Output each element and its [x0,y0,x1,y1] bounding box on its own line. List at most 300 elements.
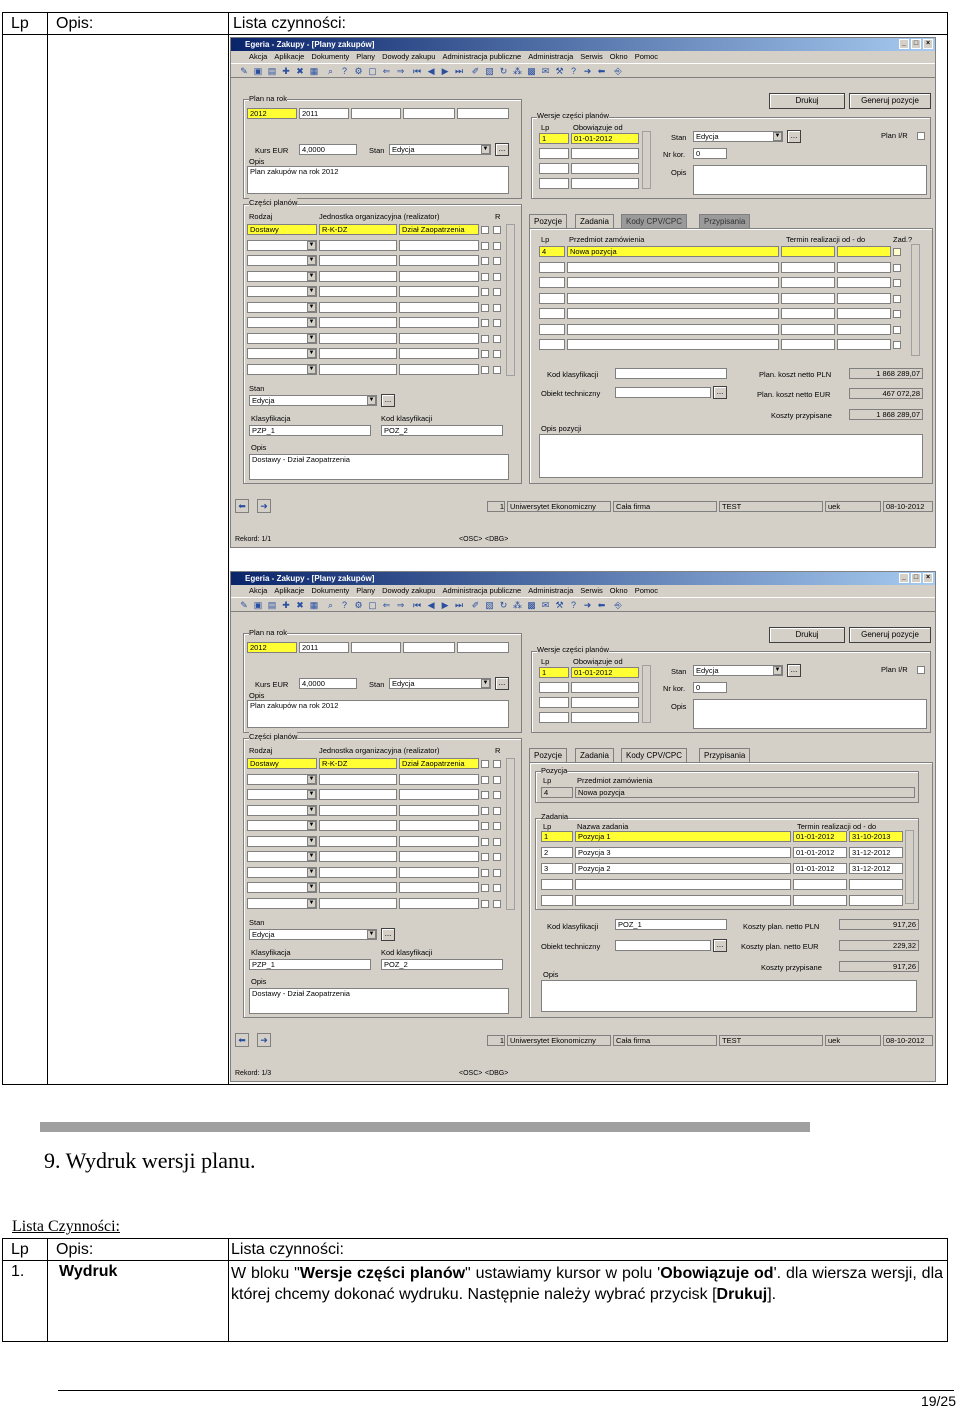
czesc-stan-field[interactable]: Edycja [249,929,377,940]
dzial-field[interactable]: Dział Zaopatrzenia [399,224,479,235]
rok-prev-field[interactable]: 2011 [299,642,349,653]
tab-zadania[interactable]: Zadania [575,748,614,762]
tab-kody[interactable]: Kody CPV/CPC [621,748,687,762]
empty-field[interactable] [541,879,573,890]
r-checkbox[interactable] [493,319,501,327]
klasyfikacja-field[interactable]: PZP_1 [249,425,371,436]
empty-field[interactable] [319,317,397,328]
dropdown-arrow-icon[interactable]: ▼ [308,806,315,813]
empty-field[interactable] [567,293,779,304]
empty-field[interactable] [319,240,397,251]
save-icon[interactable]: ▤ [267,600,277,610]
r-checkbox[interactable] [493,776,501,784]
dropdown-arrow-icon[interactable]: ▼ [308,775,315,782]
zadanie-nazwa[interactable]: Pozycja 2 [575,863,791,874]
empty-field[interactable] [539,163,569,174]
r-checkbox[interactable] [493,900,501,908]
checkbox[interactable] [481,319,489,327]
zad-checkbox[interactable] [893,264,901,272]
menu-plany[interactable]: Plany [356,52,376,61]
empty-field[interactable] [319,867,397,878]
dropdown-arrow-icon[interactable]: ▼ [308,899,315,906]
menu-administracja[interactable]: Administracja [528,586,574,595]
maximize-button[interactable]: □ [911,573,921,583]
menu-aplikacje[interactable]: Aplikacje [274,586,305,595]
empty-field[interactable] [837,339,891,350]
dropdown-arrow-icon[interactable]: ▼ [308,853,315,859]
zadanie-od[interactable]: 01-01-2012 [793,847,847,858]
rodzaj-field[interactable]: Dostawy [247,224,317,235]
mail-icon[interactable]: ✉ [541,66,550,76]
add-icon[interactable]: ✚ [282,600,290,610]
empty-field[interactable] [575,879,791,890]
query-icon[interactable]: ? [342,600,348,610]
empty-field[interactable] [571,682,639,693]
dropdown-arrow-icon[interactable]: ▼ [308,319,315,325]
empty-field[interactable] [319,820,397,831]
help-icon[interactable]: ? [571,66,577,76]
back-icon[interactable]: ⬅ [597,600,606,610]
jednostka-field[interactable]: R-K-DZ [319,224,397,235]
search-icon[interactable]: ⌕ [327,66,334,76]
dropdown-arrow-icon[interactable]: ▼ [308,791,315,797]
next-icon[interactable]: ▶ [441,66,449,76]
last-icon[interactable]: ⏭ [454,66,464,76]
scrollbar[interactable] [642,665,651,723]
jednostka-field[interactable]: R-K-DZ [319,758,397,769]
checkbox[interactable] [481,242,489,250]
pin-icon[interactable]: ✎ [240,600,248,610]
empty-field[interactable] [399,898,479,909]
wersja-opis-field[interactable] [693,699,927,729]
empty-field[interactable] [399,789,479,800]
maximize-button[interactable]: □ [911,39,921,49]
dropdown-arrow-icon[interactable]: ▼ [308,303,315,310]
first-icon[interactable]: ⏮ [412,600,422,610]
run-icon[interactable]: ⚙ [354,600,363,610]
zadanie-opis-field[interactable] [541,980,917,1012]
obiekt-field[interactable] [615,940,711,951]
empty-field[interactable] [399,271,479,282]
empty-field[interactable] [781,277,835,288]
empty-field[interactable] [319,302,397,313]
lov-button[interactable]: ... [713,939,727,952]
kod-klas-field[interactable]: POZ_2 [381,959,503,970]
minimize-button[interactable]: _ [899,573,909,583]
r-checkbox[interactable] [493,822,501,830]
menu-aplikacje[interactable]: Aplikacje [274,52,305,61]
empty-field[interactable] [539,262,565,273]
mail-icon[interactable]: ✉ [541,600,550,610]
refresh-icon[interactable]: ↻ [499,600,508,610]
menu-akcja[interactable]: Akcja [249,586,268,595]
checkbox[interactable] [481,884,489,892]
empty-field[interactable] [849,895,903,906]
save-icon[interactable]: ▤ [267,66,277,76]
empty-field[interactable] [399,240,479,251]
zad-checkbox[interactable] [893,295,901,303]
zadanie-lp[interactable]: 3 [541,863,573,874]
tree-icon[interactable]: ⁂ [513,600,523,610]
termin-do-field[interactable] [837,246,891,257]
klasyfikacja-field[interactable]: PZP_1 [249,959,371,970]
scrollbar[interactable] [506,224,515,376]
wersja-stan-field[interactable]: Edycja [693,131,783,142]
plan-ir-checkbox[interactable] [917,132,925,140]
last-icon[interactable]: ⏭ [454,600,464,610]
rok-field[interactable]: 2012 [247,642,297,653]
dropdown-arrow-icon[interactable]: ▼ [368,931,375,937]
empty-field[interactable] [793,879,847,890]
kurs-field[interactable]: 4,0000 [299,144,357,155]
menu-akcja[interactable]: Akcja [249,52,268,61]
opis-field[interactable]: Plan zakupów na rok 2012 [247,166,509,194]
tab-pozycje[interactable]: Pozycje [529,214,567,228]
r-checkbox[interactable] [493,226,501,234]
checkbox[interactable] [481,273,489,281]
run-icon[interactable]: ⚙ [354,66,363,76]
menu-pomoc[interactable]: Pomoc [634,586,659,595]
termin-od-field[interactable] [781,246,835,257]
wersja-lp-field[interactable]: 1 [539,133,569,144]
scrollbar[interactable] [905,830,914,904]
close-button[interactable]: × [923,573,933,583]
obowiazuje-od-field[interactable]: 01-01-2012 [571,667,639,678]
empty-field[interactable] [539,697,569,708]
calc-icon[interactable]: ▩ [527,66,536,76]
zadanie-do[interactable]: 31-12-2012 [849,847,903,858]
zadanie-od[interactable]: 01-01-2012 [793,863,847,874]
empty-field[interactable] [399,348,479,359]
empty-field[interactable] [351,642,401,653]
checkbox[interactable] [481,776,489,784]
copy-icon[interactable]: ▢ [368,600,377,610]
empty-field[interactable] [849,879,903,890]
nrkor-field[interactable]: 0 [693,148,727,159]
checkbox[interactable] [481,791,489,799]
empty-field[interactable] [399,286,479,297]
exit-icon[interactable]: ⎆ [614,600,622,610]
dropdown-arrow-icon[interactable]: ▼ [308,288,315,294]
plan-ir-checkbox[interactable] [917,666,925,674]
menu-pomoc[interactable]: Pomoc [634,52,659,61]
dropdown-arrow-icon[interactable]: ▼ [368,397,375,403]
dropdown-arrow-icon[interactable]: ▼ [308,837,315,844]
empty-field[interactable] [571,697,639,708]
forward-icon[interactable]: ➜ [583,66,592,76]
dropdown-arrow-icon[interactable]: ▼ [482,146,489,152]
checkbox[interactable] [481,304,489,312]
empty-field[interactable] [539,324,565,335]
tab-przypisania[interactable]: Przypisania [699,214,750,228]
czesc-opis-field[interactable]: Dostawy - Dział Zaopatrzenia [249,988,509,1014]
empty-field[interactable] [319,774,397,785]
next-block-icon[interactable]: ⇒ [396,600,405,610]
r-checkbox[interactable] [493,242,501,250]
dropdown-arrow-icon[interactable]: ▼ [308,257,315,263]
tab-zadania[interactable]: Zadania [575,214,614,228]
prev-icon[interactable]: ◀ [427,600,435,610]
empty-field[interactable] [399,867,479,878]
czesc-stan-field[interactable]: Edycja [249,395,377,406]
empty-field[interactable] [781,308,835,319]
empty-field[interactable] [571,148,639,159]
r-checkbox[interactable] [493,853,501,861]
lov-button[interactable]: ... [787,664,801,677]
next-block-icon[interactable]: ⇒ [396,66,405,76]
empty-field[interactable] [781,339,835,350]
stan-field[interactable]: Edycja [389,144,491,155]
wersja-stan-field[interactable]: Edycja [693,665,783,676]
empty-field[interactable] [399,333,479,344]
zadanie-do[interactable]: 31-10-2013 [849,831,903,842]
zad-checkbox[interactable] [893,341,901,349]
minimize-button[interactable]: _ [899,39,909,49]
prev-icon[interactable]: ◀ [427,66,435,76]
empty-field[interactable] [403,642,455,653]
menu-admin-publ[interactable]: Administracja publiczne [442,52,522,61]
zad-checkbox[interactable] [893,326,901,334]
checkbox[interactable] [481,869,489,877]
czesc-opis-field[interactable]: Dostawy - Dział Zaopatrzenia [249,454,509,480]
empty-field[interactable] [571,712,639,723]
nav-back-icon[interactable]: ⬅ [235,1033,249,1047]
edit-icon[interactable]: ✐ [471,66,480,76]
empty-field[interactable] [837,324,891,335]
kod-klas-field[interactable] [615,368,727,379]
empty-field[interactable] [457,642,509,653]
dropdown-arrow-icon[interactable]: ▼ [308,365,315,372]
empty-field[interactable] [319,898,397,909]
empty-field[interactable] [457,108,509,119]
dropdown-arrow-icon[interactable]: ▼ [308,334,315,341]
first-icon[interactable]: ⏮ [412,66,422,76]
lov-button[interactable]: ... [787,130,801,143]
r-checkbox[interactable] [493,760,501,768]
obowiazuje-od-field[interactable]: 01-01-2012 [571,133,639,144]
dropdown-arrow-icon[interactable]: ▼ [308,822,315,828]
dropdown-arrow-icon[interactable]: ▼ [308,868,315,875]
empty-field[interactable] [319,333,397,344]
empty-field[interactable] [319,789,397,800]
generuj-button[interactable]: Generuj pozycje [849,627,931,643]
empty-field[interactable] [837,277,891,288]
nav-back-icon[interactable]: ⬅ [235,499,249,513]
stan-field[interactable]: Edycja [389,678,491,689]
empty-field[interactable] [575,895,791,906]
dropdown-arrow-icon[interactable]: ▼ [308,350,315,356]
calc-icon[interactable]: ▩ [527,600,536,610]
forward-icon[interactable]: ➜ [583,600,592,610]
nav-forward-icon[interactable]: ➜ [257,499,271,513]
empty-field[interactable] [541,895,573,906]
r-checkbox[interactable] [493,304,501,312]
zadanie-nazwa[interactable]: Pozycja 1 [575,831,791,842]
empty-field[interactable] [399,836,479,847]
checkbox[interactable] [481,335,489,343]
lov-button[interactable]: ... [713,386,727,399]
tree-icon[interactable]: ⁂ [513,66,523,76]
menu-dowody[interactable]: Dowody zakupu [382,52,436,61]
scrollbar[interactable] [911,244,920,356]
wersja-opis-field[interactable] [693,165,927,195]
empty-field[interactable] [399,255,479,266]
lov-button[interactable]: ... [495,677,509,690]
empty-field[interactable] [781,293,835,304]
empty-field[interactable] [319,851,397,862]
checkbox[interactable] [481,807,489,815]
menu-dowody[interactable]: Dowody zakupu [382,586,436,595]
zad-checkbox[interactable] [893,310,901,318]
empty-field[interactable] [567,324,779,335]
lov-button[interactable]: ... [495,143,509,156]
doc-icon[interactable]: ▧ [485,66,494,76]
drukuj-button[interactable]: Drukuj [769,627,845,643]
empty-field[interactable] [399,805,479,816]
empty-field[interactable] [399,364,479,375]
r-checkbox[interactable] [493,884,501,892]
checkbox[interactable] [481,288,489,296]
menu-serwis[interactable]: Serwis [580,52,603,61]
menu-dokumenty[interactable]: Dokumenty [311,586,350,595]
r-checkbox[interactable] [493,869,501,877]
nav-forward-icon[interactable]: ➜ [257,1033,271,1047]
empty-field[interactable] [539,293,565,304]
empty-field[interactable] [567,308,779,319]
checkbox[interactable] [481,822,489,830]
empty-field[interactable] [539,308,565,319]
empty-field[interactable] [399,882,479,893]
empty-field[interactable] [571,163,639,174]
empty-field[interactable] [539,148,569,159]
edit-icon[interactable]: ✐ [471,600,480,610]
dzial-field[interactable]: Dział Zaopatrzenia [399,758,479,769]
empty-field[interactable] [403,108,455,119]
empty-field[interactable] [793,895,847,906]
checkbox[interactable] [481,226,489,234]
empty-field[interactable] [781,324,835,335]
empty-field[interactable] [539,712,569,723]
empty-field[interactable] [571,178,639,189]
zadanie-lp[interactable]: 1 [541,831,573,842]
next-icon[interactable]: ▶ [441,600,449,610]
empty-field[interactable] [837,293,891,304]
generuj-button[interactable]: Generuj pozycje [849,93,931,109]
r-checkbox[interactable] [493,273,501,281]
dropdown-arrow-icon[interactable]: ▼ [308,272,315,279]
empty-field[interactable] [319,255,397,266]
r-checkbox[interactable] [493,350,501,358]
zadanie-nazwa[interactable]: Pozycja 3 [575,847,791,858]
zad-checkbox[interactable] [893,279,901,287]
menu-okno[interactable]: Okno [609,52,628,61]
checkbox[interactable] [481,257,489,265]
kod-klas-field[interactable]: POZ_1 [615,919,727,930]
empty-field[interactable] [837,262,891,273]
print-icon[interactable]: ▦ [309,66,319,76]
close-button[interactable]: × [923,39,933,49]
pozycja-lp-field[interactable]: 4 [539,246,565,257]
rok-field[interactable]: 2012 [247,108,297,119]
rok-prev-field[interactable]: 2011 [299,108,349,119]
copy-icon[interactable]: ▢ [368,66,377,76]
zadanie-do[interactable]: 31-12-2012 [849,863,903,874]
checkbox[interactable] [481,900,489,908]
scrollbar[interactable] [642,131,651,189]
folder-icon[interactable]: ▣ [253,600,263,610]
r-checkbox[interactable] [493,838,501,846]
empty-field[interactable] [539,178,569,189]
empty-field[interactable] [399,774,479,785]
dropdown-arrow-icon[interactable]: ▼ [308,241,315,248]
tab-pozycje[interactable]: Pozycje [529,748,567,762]
back-icon[interactable]: ⬅ [597,66,606,76]
empty-field[interactable] [319,348,397,359]
empty-field[interactable] [319,271,397,282]
refresh-icon[interactable]: ↻ [499,66,508,76]
checkbox[interactable] [481,838,489,846]
r-checkbox[interactable] [493,366,501,374]
tool-icon[interactable]: ⚒ [555,600,564,610]
opis-pozycji-field[interactable] [539,434,923,478]
rodzaj-field[interactable]: Dostawy [247,758,317,769]
dropdown-arrow-icon[interactable]: ▼ [308,884,315,890]
help-icon[interactable]: ? [571,600,577,610]
checkbox[interactable] [481,853,489,861]
r-checkbox[interactable] [493,335,501,343]
zadanie-od[interactable]: 01-01-2012 [793,831,847,842]
folder-icon[interactable]: ▣ [253,66,263,76]
query-icon[interactable]: ? [342,66,348,76]
empty-field[interactable] [399,820,479,831]
empty-field[interactable] [319,805,397,816]
empty-field[interactable] [837,308,891,319]
scrollbar[interactable] [506,758,515,910]
tab-przypisania[interactable]: Przypisania [699,748,750,762]
opis-field[interactable]: Plan zakupów na rok 2012 [247,700,509,728]
empty-field[interactable] [399,851,479,862]
menu-plany[interactable]: Plany [356,586,376,595]
prev-block-icon[interactable]: ⇐ [382,66,391,76]
wersja-lp-field[interactable]: 1 [539,667,569,678]
delete-icon[interactable]: ✖ [296,600,304,610]
obiekt-field[interactable] [615,387,711,398]
menu-administracja[interactable]: Administracja [528,52,574,61]
doc-icon[interactable]: ▧ [485,600,494,610]
dropdown-arrow-icon[interactable]: ▼ [482,680,489,686]
empty-field[interactable] [567,339,779,350]
empty-field[interactable] [399,317,479,328]
empty-field[interactable] [781,262,835,273]
r-checkbox[interactable] [493,791,501,799]
empty-field[interactable] [539,682,569,693]
r-checkbox[interactable] [493,288,501,296]
empty-field[interactable] [319,836,397,847]
menu-okno[interactable]: Okno [609,586,628,595]
empty-field[interactable] [399,302,479,313]
search-icon[interactable]: ⌕ [327,600,334,610]
tab-kody[interactable]: Kody CPV/CPC [621,214,687,228]
checkbox[interactable] [481,366,489,374]
tool-icon[interactable]: ⚒ [555,66,564,76]
add-icon[interactable]: ✚ [282,66,290,76]
przedmiot-field[interactable]: Nowa pozycja [567,246,779,257]
kod-klas-field[interactable]: POZ_2 [381,425,503,436]
delete-icon[interactable]: ✖ [296,66,304,76]
menu-admin-publ[interactable]: Administracja publiczne [442,586,522,595]
empty-field[interactable] [319,364,397,375]
dropdown-arrow-icon[interactable]: ▼ [774,133,781,139]
